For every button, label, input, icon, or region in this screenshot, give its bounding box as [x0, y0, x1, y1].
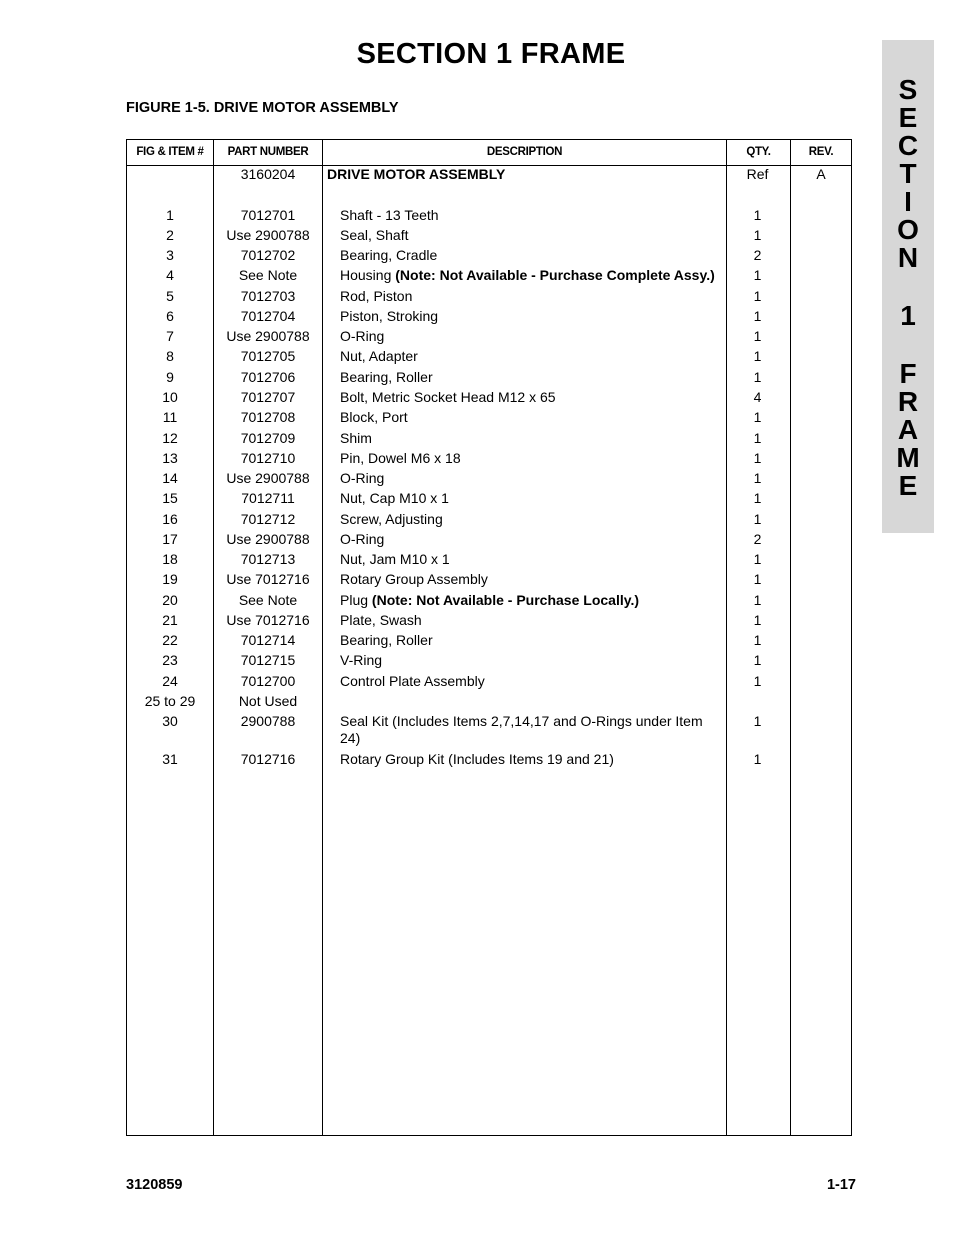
- side-tab-letter: 1: [900, 300, 916, 331]
- description-text: V-Ring: [340, 652, 383, 668]
- description-cell: [340, 713, 720, 747]
- part-number-cell: 3160204: [240, 166, 296, 182]
- qty-cell: 1: [753, 490, 762, 506]
- qty-cell: 1: [753, 571, 762, 587]
- fig-cell: 15: [162, 490, 178, 506]
- description-text: Shaft - 13 Teeth: [340, 207, 439, 223]
- column-divider: [790, 140, 791, 1135]
- qty-cell: 1: [753, 430, 762, 446]
- fig-cell: 7: [166, 328, 174, 344]
- part-number-cell: Use 7012716: [226, 571, 310, 587]
- part-number-cell: 7012705: [240, 348, 296, 364]
- fig-cell: 8: [166, 348, 174, 364]
- description-cell: [340, 632, 720, 649]
- fig-cell: 16: [162, 511, 178, 527]
- description-text: Seal Kit (Includes Items 2,7,14,17 and O-Rings under Item 24): [340, 713, 703, 746]
- description-cell: [340, 490, 720, 507]
- document-number: 3120859: [126, 1177, 183, 1193]
- description-cell: [340, 531, 720, 548]
- availability-note: (Note: Not Available - Purchase Locally.): [371, 592, 640, 608]
- fig-cell: 25 to 29: [144, 693, 196, 709]
- description-text: Rotary Group Kit (Includes Items 19 and 21): [340, 751, 614, 767]
- fig-cell: 23: [162, 652, 178, 668]
- description-cell: [340, 288, 720, 305]
- description-text: O-Ring: [340, 531, 385, 547]
- description-cell: [340, 470, 720, 487]
- section-side-tab: [882, 40, 934, 533]
- qty-cell: 1: [753, 511, 762, 527]
- section-title: SECTION 1 FRAME: [356, 38, 626, 70]
- description-text: Plate, Swash: [340, 612, 422, 628]
- description-cell: [340, 227, 720, 244]
- qty-cell: 4: [753, 389, 762, 405]
- description-text: Bearing, Roller: [340, 632, 433, 648]
- description-cell: [340, 450, 720, 467]
- part-number-cell: 7012713: [240, 551, 296, 567]
- qty-cell: 1: [753, 369, 762, 385]
- qty-cell: 1: [753, 207, 762, 223]
- description-text: Nut, Jam M10 x 1: [340, 551, 450, 567]
- part-number-cell: 2900788: [240, 713, 296, 729]
- description-text: Seal, Shaft: [340, 227, 409, 243]
- description-cell: [340, 369, 720, 386]
- description-cell: [340, 571, 720, 588]
- part-number-cell: Use 2900788: [226, 227, 310, 243]
- side-tab-letter: E: [898, 470, 918, 501]
- fig-cell: 14: [162, 470, 178, 486]
- description-text: Housing: [340, 267, 396, 283]
- description-cell: [340, 207, 720, 224]
- description-cell: [340, 511, 720, 528]
- part-number-cell: 7012716: [240, 751, 296, 767]
- qty-cell: 1: [753, 288, 762, 304]
- fig-cell: 17: [162, 531, 178, 547]
- page-number: 1-17: [826, 1177, 856, 1193]
- part-number-cell: 7012710: [240, 450, 296, 466]
- fig-cell: 1: [166, 207, 174, 223]
- fig-cell: 19: [162, 571, 178, 587]
- description-text: Piston, Stroking: [340, 308, 439, 324]
- qty-cell: 1: [753, 227, 762, 243]
- part-number-cell: 7012702: [240, 247, 296, 263]
- fig-cell: 24: [162, 673, 178, 689]
- description-cell: [340, 673, 720, 690]
- qty-cell: 1: [753, 470, 762, 486]
- side-tab-letter: F: [899, 358, 917, 389]
- description-text: Bearing, Roller: [340, 369, 433, 385]
- header-fig-item: FIG & ITEM #: [136, 146, 204, 158]
- description-cell: [340, 551, 720, 568]
- fig-cell: 10: [162, 389, 178, 405]
- part-number-cell: 7012714: [240, 632, 296, 648]
- part-number-cell: Use 7012716: [226, 612, 310, 628]
- column-divider: [322, 140, 323, 1135]
- description-cell: [340, 652, 720, 669]
- fig-cell: 12: [162, 430, 178, 446]
- part-number-cell: 7012704: [240, 308, 296, 324]
- parts-table: [126, 139, 852, 1136]
- description-cell: [340, 409, 720, 426]
- part-number-cell: 7012700: [240, 673, 296, 689]
- side-tab-letter: O: [897, 214, 919, 245]
- description-text: Block, Port: [340, 409, 408, 425]
- description-text: Bolt, Metric Socket Head M12 x 65: [340, 389, 556, 405]
- side-tab-letter: A: [897, 414, 919, 445]
- fig-cell: 11: [162, 409, 178, 425]
- part-number-cell: Use 2900788: [226, 531, 310, 547]
- part-number-cell: Not Used: [238, 693, 298, 709]
- part-number-cell: 7012706: [240, 369, 296, 385]
- part-number-cell: Use 2900788: [226, 328, 310, 344]
- fig-cell: 2: [166, 227, 174, 243]
- part-number-cell: See Note: [238, 267, 298, 283]
- part-number-cell: Use 2900788: [226, 470, 310, 486]
- fig-cell: 9: [166, 369, 174, 385]
- fig-cell: 3: [166, 247, 174, 263]
- fig-cell: 4: [166, 267, 174, 283]
- fig-cell: 6: [166, 308, 174, 324]
- description-text: Control Plate Assembly: [340, 673, 485, 689]
- description-cell: [340, 430, 720, 447]
- part-number-cell: See Note: [238, 592, 298, 608]
- qty-cell: 1: [753, 409, 762, 425]
- fig-cell: 18: [162, 551, 178, 567]
- qty-cell: 1: [753, 592, 762, 608]
- header-qty: QTY.: [746, 146, 771, 158]
- part-number-cell: 7012701: [240, 207, 296, 223]
- fig-cell: 20: [162, 592, 178, 608]
- header-description: DESCRIPTION: [486, 146, 563, 158]
- side-tab-letter: E: [898, 102, 918, 133]
- part-number-cell: 7012711: [241, 490, 295, 506]
- rev-cell: A: [816, 166, 826, 182]
- description-text: Nut, Cap M10 x 1: [340, 490, 449, 506]
- description-cell: [340, 247, 720, 264]
- side-tab-letter: I: [904, 186, 912, 217]
- description-text: Nut, Adapter: [340, 348, 418, 364]
- part-number-cell: 7012715: [240, 652, 296, 668]
- description-cell: DRIVE MOTOR ASSEMBLY: [327, 166, 506, 182]
- qty-cell: 1: [753, 450, 762, 466]
- figure-title: FIGURE 1-5. DRIVE MOTOR ASSEMBLY: [126, 100, 399, 116]
- description-cell: [340, 308, 720, 325]
- fig-cell: 5: [166, 288, 174, 304]
- part-number-cell: 7012703: [240, 288, 296, 304]
- header-part-number: PART NUMBER: [227, 146, 309, 158]
- description-text: Rotary Group Assembly: [340, 571, 488, 587]
- qty-cell: 1: [753, 751, 762, 767]
- side-tab-letter: S: [898, 74, 918, 105]
- side-tab-letter: N: [897, 242, 919, 273]
- qty-cell: 2: [753, 531, 762, 547]
- qty-cell: 1: [753, 328, 762, 344]
- description-text: Pin, Dowel M6 x 18: [340, 450, 461, 466]
- qty-cell: 1: [753, 632, 762, 648]
- description-cell: [340, 348, 720, 365]
- side-tab-letter: T: [899, 158, 917, 189]
- fig-cell: 22: [162, 632, 178, 648]
- description-text: Rod, Piston: [340, 288, 413, 304]
- qty-cell: 1: [753, 551, 762, 567]
- fig-cell: 30: [162, 713, 178, 729]
- fig-cell: 31: [162, 751, 178, 767]
- description-cell: [340, 592, 720, 609]
- description-text: Plug: [340, 592, 372, 608]
- description-text: Bearing, Cradle: [340, 247, 438, 263]
- qty-cell: 1: [753, 267, 762, 283]
- description-cell: [340, 612, 720, 629]
- fig-cell: 13: [162, 450, 178, 466]
- side-tab-letter: C: [897, 130, 919, 161]
- qty-cell: 1: [753, 612, 762, 628]
- qty-cell: Ref: [746, 166, 769, 182]
- part-number-cell: 7012708: [240, 409, 296, 425]
- description-cell: [340, 328, 720, 345]
- qty-cell: 2: [753, 247, 762, 263]
- description-text: O-Ring: [340, 328, 385, 344]
- header-rev: REV.: [808, 146, 834, 158]
- part-number-cell: 7012707: [240, 389, 296, 405]
- qty-cell: 1: [753, 308, 762, 324]
- qty-cell: 1: [753, 652, 762, 668]
- description-cell: [340, 389, 720, 406]
- description-cell: [340, 751, 720, 768]
- description-text: Shim: [340, 430, 372, 446]
- description-text: O-Ring: [340, 470, 385, 486]
- side-tab-letter: R: [897, 386, 919, 417]
- part-number-cell: 7012709: [240, 430, 296, 446]
- side-tab-letter: M: [896, 442, 920, 473]
- qty-cell: 1: [753, 713, 762, 729]
- part-number-cell: 7012712: [240, 511, 296, 527]
- fig-cell: 21: [162, 612, 178, 628]
- description-cell: [340, 267, 720, 284]
- qty-cell: 1: [753, 348, 762, 364]
- availability-note: (Note: Not Available - Purchase Complete Assy.): [395, 267, 715, 283]
- qty-cell: 1: [753, 673, 762, 689]
- description-text: Screw, Adjusting: [340, 511, 443, 527]
